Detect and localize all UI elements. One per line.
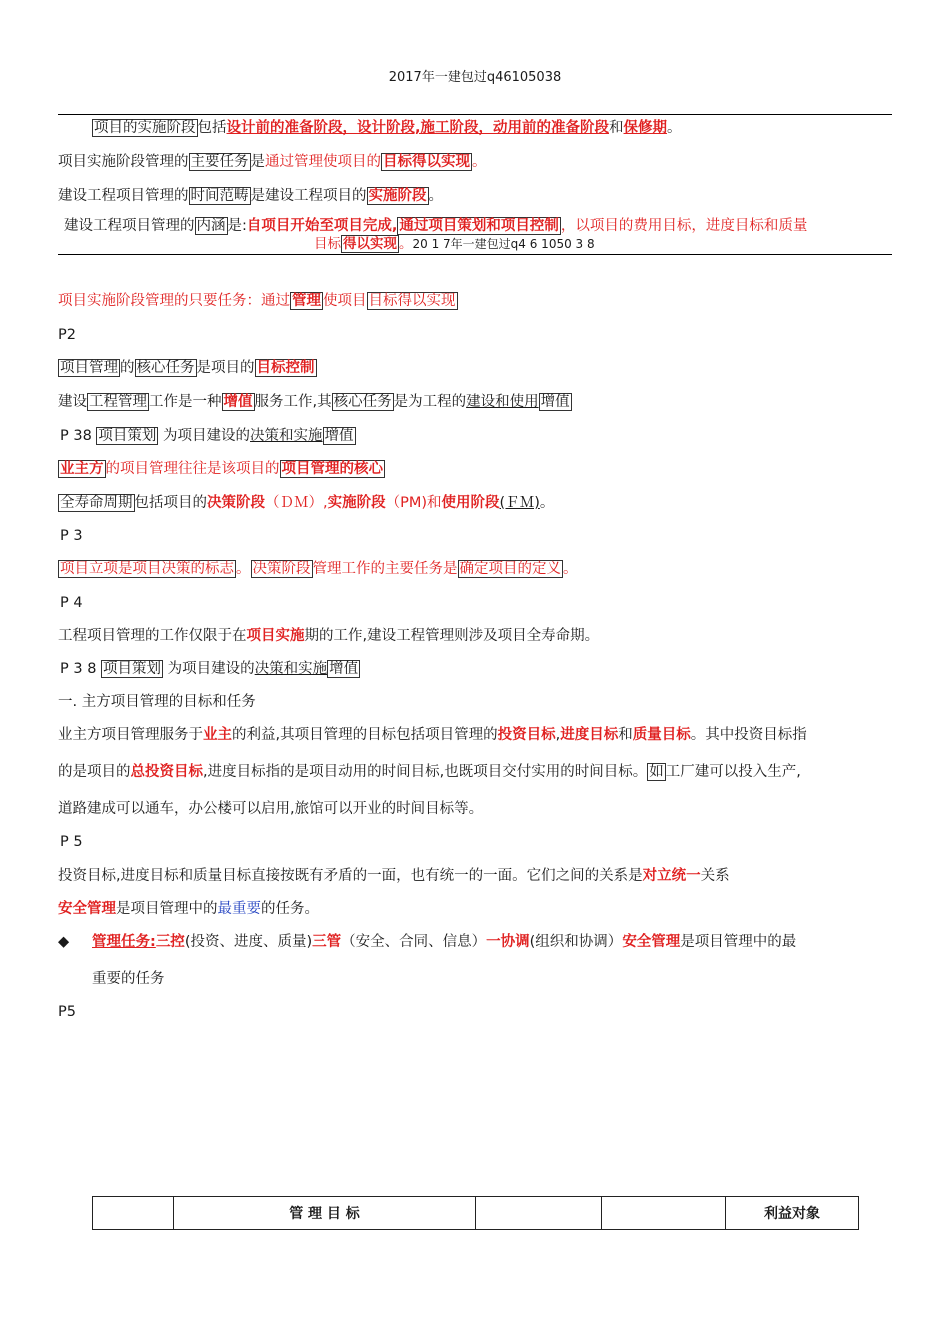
table-cell (93, 1197, 174, 1230)
para-time-scope: 建设工程项目管理的 时间范畴 是建设工程项目的 实施阶段 。 (58, 188, 443, 204)
table-cell (476, 1197, 602, 1230)
para-planning-2: P 3 8 项目策划 为项目建设的决策和实施 增值 (60, 661, 359, 677)
goals-table (92, 1196, 859, 1230)
para-connotation-line1: 建设工程项目管理的 内涵 是:自项目开始至项目完成, 通过项目策划和项目控制 ，以项目的费用目标，进度目标和质量 (64, 218, 808, 234)
bullet-item-continuation: 重要的任务 (92, 971, 165, 987)
page-ref-p5-second: P5 (58, 1004, 76, 1020)
para-owner-goals-2: 的是项目的总投资目标,进度目标指的是项目动用的时间目标,也既项目交付实用的时间目标。 如 工厂建可以投入生产, (58, 764, 801, 780)
para-safety: 安全管理是项目管理中的最重要的任务。 (58, 901, 319, 917)
para-relationship: 投资目标,进度目标和质量目标直接按既有矛盾的一面，也有统一的一面。它们之间的关系是对立统一关系 (58, 868, 730, 884)
table-cell (602, 1197, 726, 1230)
para-main-task: 项目实施阶段管理的 主要任务 是通过管理使项目的 目标得以实现 。 (58, 154, 487, 170)
table-row (93, 1197, 859, 1230)
page-header: 2017年一建包过q46105038 (388, 70, 562, 85)
para-connotation-line2: 目标 得以实现 。20 1 7年一建包过q4 6 1050 3 8 (314, 236, 595, 252)
para-owner: 业主方 的项目管理往往是该项目的 项目管理的核心 (60, 461, 383, 477)
para-scope: 工程项目管理的工作仅限于在项目实施期的工作,建设工程管理则涉及项目全寿命期。 (58, 628, 600, 644)
table-header-beneficiary: 利益对象 (726, 1197, 859, 1230)
page-ref-p5: P 5 (60, 834, 83, 850)
para-implementation-stage: 项目的实施阶段 包括设计前的准备阶段，设计阶段,施工阶段，动用前的准备阶段和保修期。 (94, 120, 682, 136)
top-rule (58, 114, 892, 115)
diamond-bullet-icon: ◆ (58, 934, 70, 950)
para-engineering-mgmt: 建设 工程管理 工作是一种 增值 服务工作,其 核心任务 是为工程的建设和使用 增值 (58, 394, 570, 410)
para-planning-1: P 38 项目策划 为项目建设的决策和实施 增值 (60, 428, 354, 444)
bottom-rule (58, 254, 892, 255)
para-core-task: 项目管理 的 核心任务 是项目的 目标控制 (60, 360, 315, 376)
page-ref-p2: P2 (58, 327, 76, 343)
page-ref-p4: P 4 (60, 595, 83, 611)
table-header-goal: 管 理 目 标 (174, 1197, 476, 1230)
page-ref-p3: P 3 (60, 528, 83, 544)
para-decision: 项目立项是项目决策的标志 。 决策阶段 管理工作的主要任务是 确定项目的定义 。 (60, 561, 578, 577)
para-owner-goals-1: 业主方项目管理服务于业主的利益,其项目管理的目标包括项目管理的投资目标,进度目标和质量目标。其中投资目标指 (58, 727, 807, 743)
para-lifecycle: 全寿命周期 包括项目的决策阶段（ＤＭ）,实施阶段（PM)和使用阶段(ＦＭ)。 (60, 495, 555, 511)
bullet-item-mgmt-tasks: ◆ 管理任务:三控(投资、进度、质量)三管（安全、合同、信息）一协调(组织和协调）安全管理是项目管理中的最 (58, 934, 797, 950)
para-owner-goals-3: 道路建成可以通车，办公楼可以启用,旅馆可以开业的时间目标等。 (58, 801, 484, 817)
para-only-task: 项目实施阶段管理的只要任务：通过 管理 使项目 目标得以实现 (58, 293, 456, 309)
section-heading: 一. 主方项目管理的目标和任务 (58, 694, 256, 710)
